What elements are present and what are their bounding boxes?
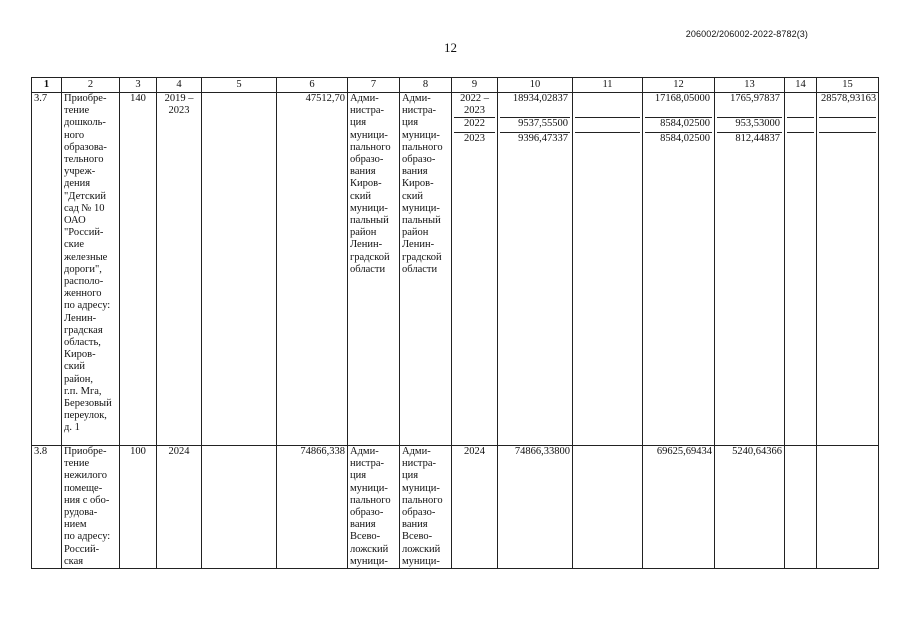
header-cell: 9 — [452, 78, 498, 93]
period-cell: 2024 — [157, 446, 202, 569]
amount-cell: 69625,69434 — [643, 446, 715, 569]
page-number: 12 — [444, 40, 457, 55]
capacity-cell: 140 — [120, 93, 157, 446]
amount-cell: 1765,97837 — [717, 93, 782, 118]
amount-cell — [787, 118, 814, 133]
developer-cell: Адми- нистра- ция муници- пального образо- вания Всево- ложский муници- — [400, 446, 452, 569]
amount-cell: 9396,47337 — [518, 133, 568, 144]
customer-cell: Адми- нистра- ция муници- пального образо- вания Киров- ский муници- пальный район Ленин- градской области — [348, 93, 400, 446]
header-cell: 4 — [157, 78, 202, 93]
program-table — [31, 77, 879, 569]
amount-cell — [575, 93, 640, 118]
developer-cell: Адми- нистра- ция муници- пального образо- вания Киров- ский муници- пальный район Ленин- градской области — [400, 93, 452, 446]
capacity-cell: 100 — [120, 446, 157, 569]
header-cell: 7 — [348, 78, 400, 93]
customer-cell: Адми- нистра- ция муници- пального образо- вания Всево- ложский муници- — [348, 446, 400, 569]
header-cell: 10 — [498, 78, 573, 93]
header-cell: 12 — [643, 78, 715, 93]
amount-cell — [819, 133, 876, 147]
federal-stack — [643, 93, 715, 446]
estimated-cost-cell: 74866,338 — [277, 446, 348, 569]
col5-cell — [202, 446, 277, 569]
amount-cell — [787, 93, 814, 118]
col11-stack — [573, 93, 643, 446]
amount-cell: 74866,33800 — [498, 446, 573, 569]
col15-stack — [817, 93, 879, 446]
table-row — [32, 93, 879, 446]
header-cell: 8 — [400, 78, 452, 93]
row-number: 3.7 — [32, 93, 62, 446]
header-cell: 2 — [62, 78, 120, 93]
amount-cell — [819, 118, 876, 133]
header-cell: 3 — [120, 78, 157, 93]
object-description: Приобре- тение дошколь- ного образова- тельного учреж- дения "Детский сад № 10 ОАО "Россий- ские железные дороги", располо- женного по адресу: Ленин- градская область, Киров- ский район, г.п. Мга, Березовый переулок, д. 1 — [62, 93, 120, 446]
header-cell: 1 — [32, 78, 62, 93]
amount-cell: 8584,02500 — [645, 118, 712, 133]
year-cell: 2023 — [464, 133, 485, 144]
regional-stack — [715, 93, 785, 446]
header-cell: 15 — [817, 78, 879, 93]
header-row — [32, 78, 879, 93]
col14-stack — [785, 93, 817, 446]
document-id: 206002/206002-2022-8782(3) — [685, 29, 808, 39]
header-cell: 13 — [715, 78, 785, 93]
header-cell: 14 — [785, 78, 817, 93]
table-row — [32, 446, 879, 569]
amount-cell: 28578,93163 — [819, 93, 876, 118]
total-stack — [498, 93, 573, 446]
amount-cell — [573, 446, 643, 569]
period-cell: 2019 – 2023 — [157, 93, 202, 446]
amount-cell — [575, 133, 640, 147]
estimated-cost-cell: 47512,70 — [277, 93, 348, 446]
years-stack — [452, 93, 498, 446]
header-cell: 11 — [573, 78, 643, 93]
object-description: Приобре- тение нежилого помеще- ния с обо- рудова- нием по адресу: Россий- ская — [62, 446, 120, 569]
year-cell: 2022 — [454, 118, 495, 133]
amount-cell — [817, 446, 879, 569]
amount-cell — [785, 446, 817, 569]
header-cell: 6 — [277, 78, 348, 93]
amount-cell: 812,44837 — [735, 133, 780, 144]
amount-cell: 18934,02837 — [500, 93, 570, 118]
amount-cell: 5240,64366 — [715, 446, 785, 569]
row-number: 3.8 — [32, 446, 62, 569]
amount-cell — [575, 118, 640, 133]
year-cell: 2022 – 2023 — [454, 93, 495, 118]
amount-cell: 8584,02500 — [660, 133, 710, 144]
amount-cell: 17168,05000 — [645, 93, 712, 118]
header-cell: 5 — [202, 78, 277, 93]
year-cell: 2024 — [452, 446, 498, 569]
amount-cell: 953,53000 — [717, 118, 782, 133]
amount-cell: 9537,55500 — [500, 118, 570, 133]
col5-cell — [202, 93, 277, 446]
amount-cell — [787, 133, 814, 147]
